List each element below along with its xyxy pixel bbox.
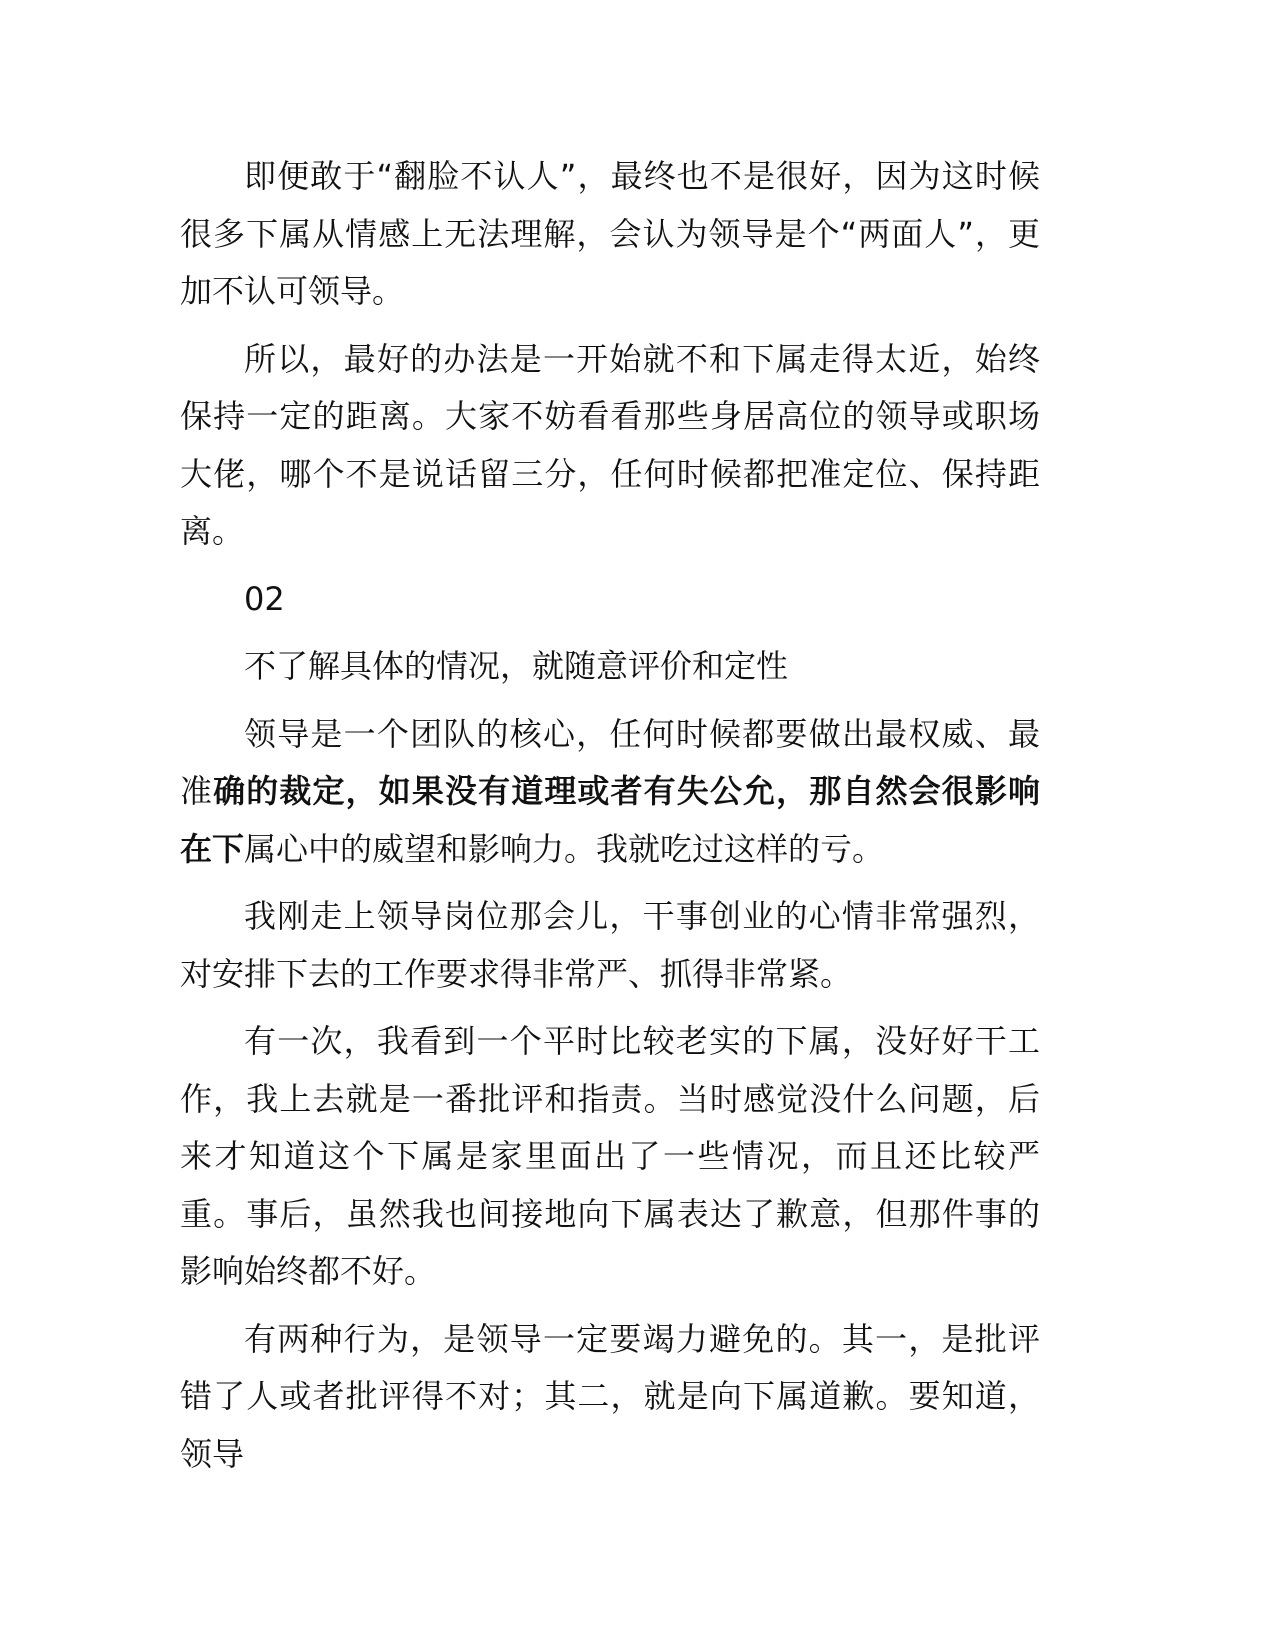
section-number: 02 bbox=[244, 579, 285, 618]
paragraph: 有一次，我看到一个平时比较老实的下属，没好好干工作，我上去就是一番批评和指责。当时感觉没什么问题，后来才知道这个下属是家里面出了一些情况，而且还比较严重。事后，虽然我也间接地向下属表达了歉意，但那件事的影响始终都不好。 bbox=[180, 1022, 1040, 1290]
section-heading: 不了解具体的情况，就随意评价和定性 bbox=[244, 647, 789, 685]
document-page bbox=[180, 148, 1040, 1493]
paragraph-text: 属心中的威望和影响力。我就吃过这样的亏。 bbox=[244, 829, 885, 868]
paragraph-text: 领导是一个团队的核心，任何时候都要做出最权威、最准 bbox=[180, 714, 1040, 810]
paragraph: 我刚走上领导岗位那会儿，干事创业的心情非常强烈，对安排下去的工作要求得非常严、抓得非常紧。 bbox=[180, 897, 1040, 993]
bold-text: 确的裁定，如果没有道理或者有失公允，那自然会很影响在下 bbox=[180, 772, 1040, 868]
paragraph: 有两种行为，是领导一定要竭力避免的。其一，是批评错了人或者批评得不对；其二，就是向下属道歉。要知道，领导 bbox=[180, 1319, 1040, 1473]
paragraph: 所以，最好的办法是一开始就不和下属走得太近，始终保持一定的距离。大家不妨看看那些身居高位的领导或职场大佬，哪个不是说话留三分，任何时候都把准定位、保持距离。 bbox=[180, 339, 1040, 550]
paragraph bbox=[180, 706, 1040, 879]
paragraph: 即便敢于“翻脸不认人”，最终也不是很好，因为这时候很多下属从情感上无法理解，会认为领导是个“两面人”，更加不认可领导。 bbox=[180, 157, 1040, 310]
